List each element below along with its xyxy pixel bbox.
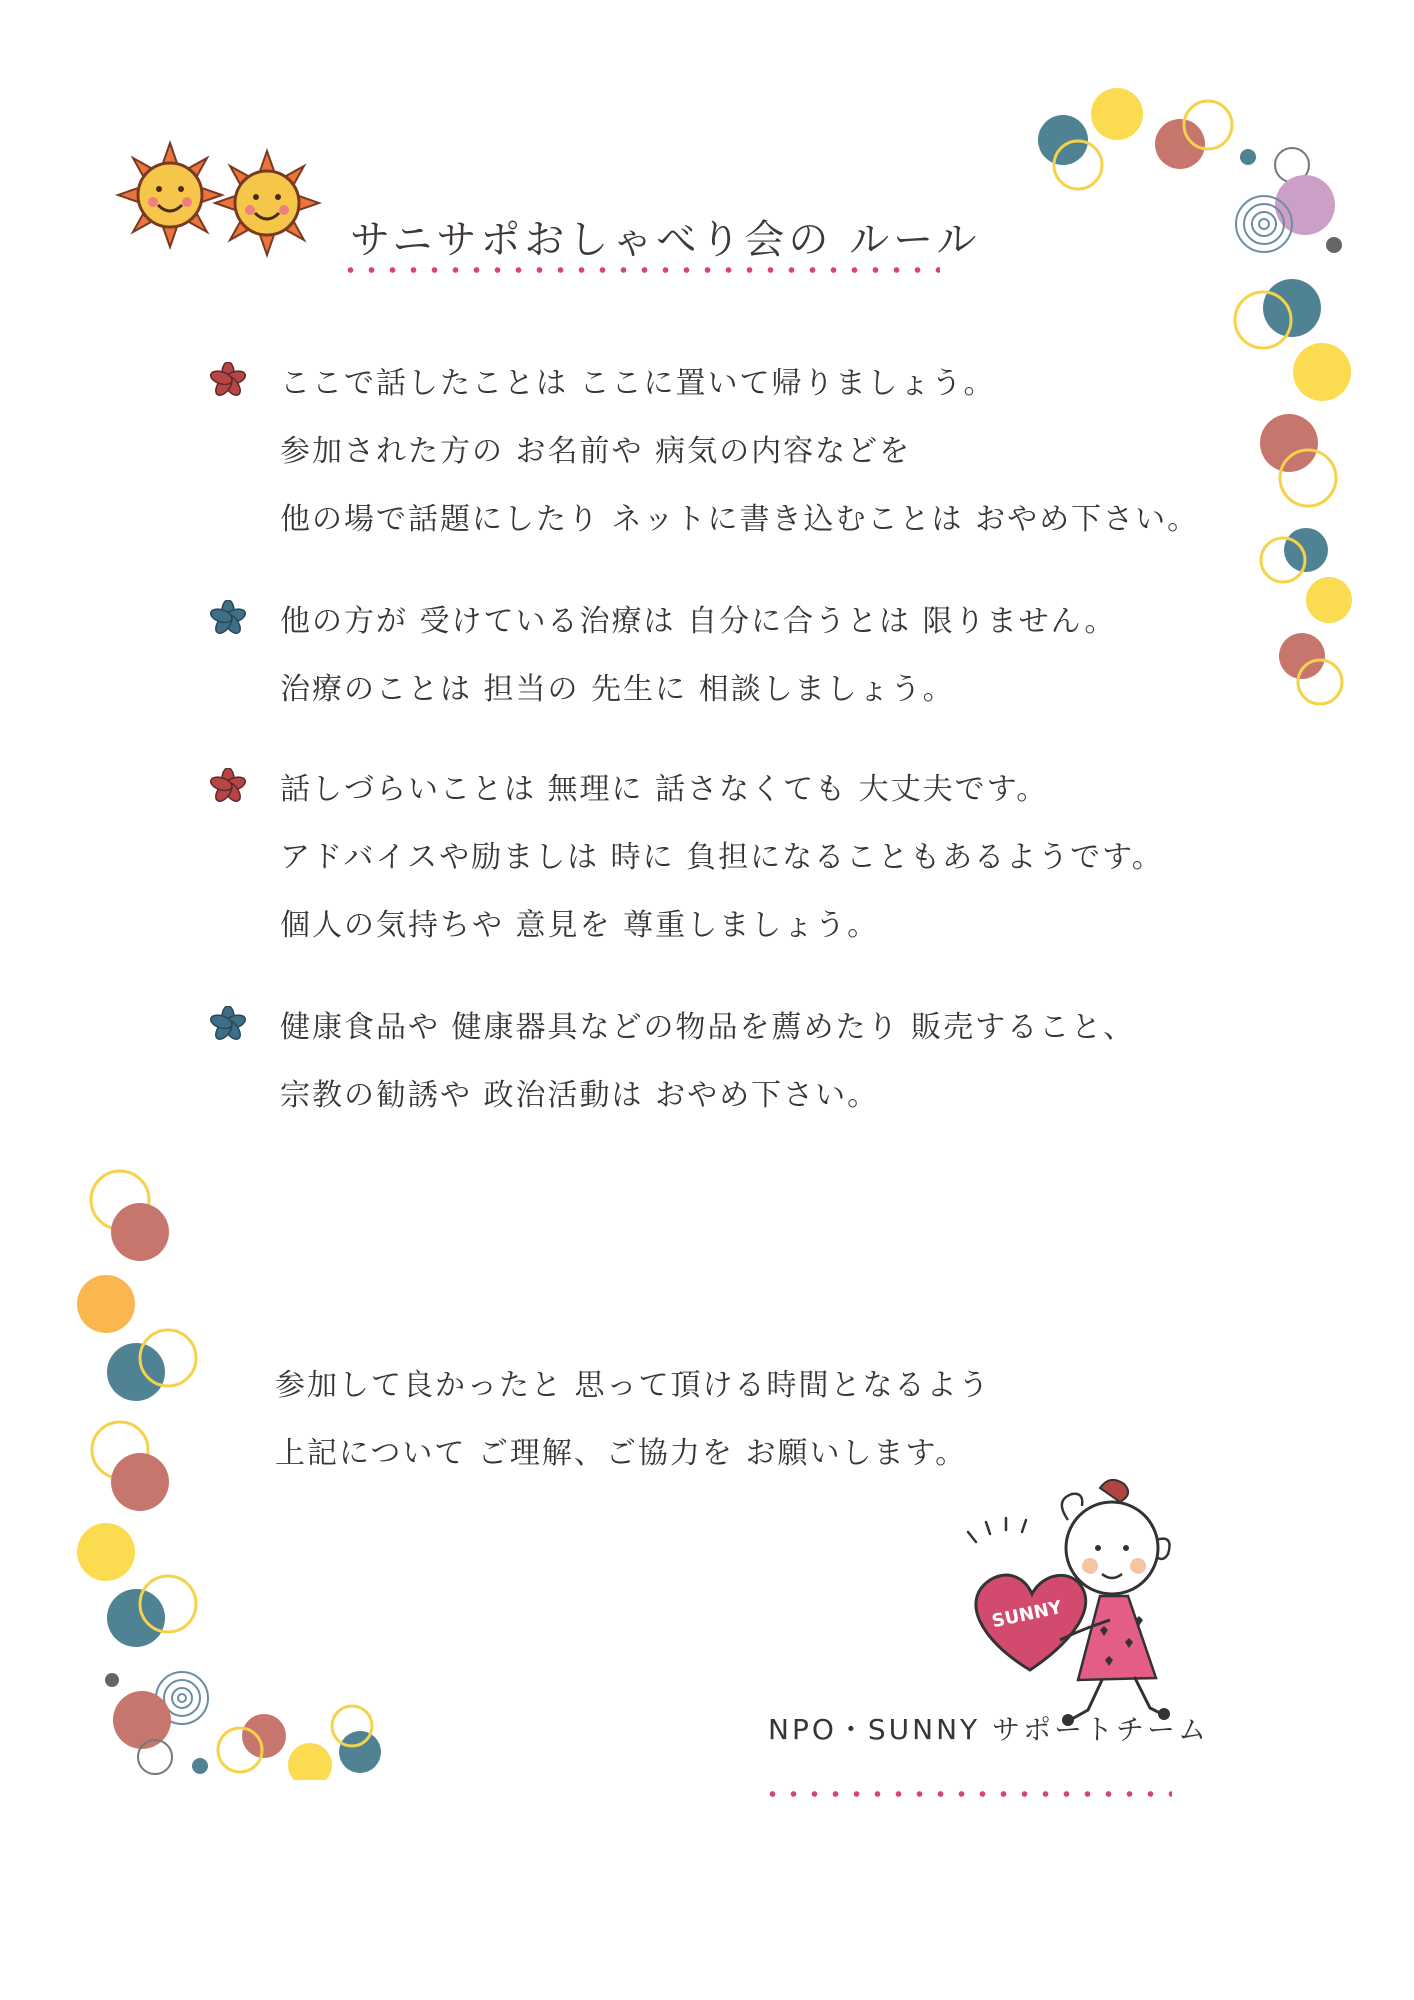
rule-line: アドバイスや励ましは 時に 負担になることもあるようです。	[280, 840, 1164, 875]
signature-dotted-underline	[762, 1790, 1172, 1798]
flower-icon	[210, 768, 246, 804]
rule-line: 話しづらいことは 無理に 話さなくても 大丈夫です。	[280, 772, 1049, 807]
rule-line: 他の方が 受けている治療は 自分に合うとは 限りません。	[280, 604, 1117, 639]
girl-with-heart-illustration	[960, 1470, 1200, 1730]
heart-label: SUNNY	[990, 1596, 1064, 1633]
flower-icon	[210, 1006, 246, 1042]
rule-line: ここで話したことは ここに置いて帰りましょう。	[280, 366, 996, 401]
signature: NPO・SUNNY サポートチーム	[768, 1713, 1210, 1746]
closing-line: 上記について ご理解、ご協力を お願いします。	[275, 1436, 968, 1471]
rule-line: 参加された方の お名前や 病気の内容などを	[280, 434, 912, 469]
page-title: サニサポおしゃべり会の ルール	[350, 217, 981, 263]
rule-line: 他の場で話題にしたり ネットに書き込むことは おやめ下さい。	[280, 502, 1200, 537]
rule-line: 個人の気持ちや 意見を 尊重しましょう。	[280, 908, 880, 943]
rule-line: 健康食品や 健康器具などの物品を薦めたり 販売すること、	[280, 1010, 1136, 1045]
flower-icon	[210, 600, 246, 636]
rule-line: 宗教の勧誘や 政治活動は おやめ下さい。	[280, 1078, 880, 1113]
rule-line: 治療のことは 担当の 先生に 相談しましょう。	[280, 672, 955, 707]
flower-icon	[210, 362, 246, 398]
title-dotted-underline	[340, 266, 940, 274]
closing-line: 参加して良かったと 思って頂ける時間となるよう	[275, 1368, 991, 1403]
